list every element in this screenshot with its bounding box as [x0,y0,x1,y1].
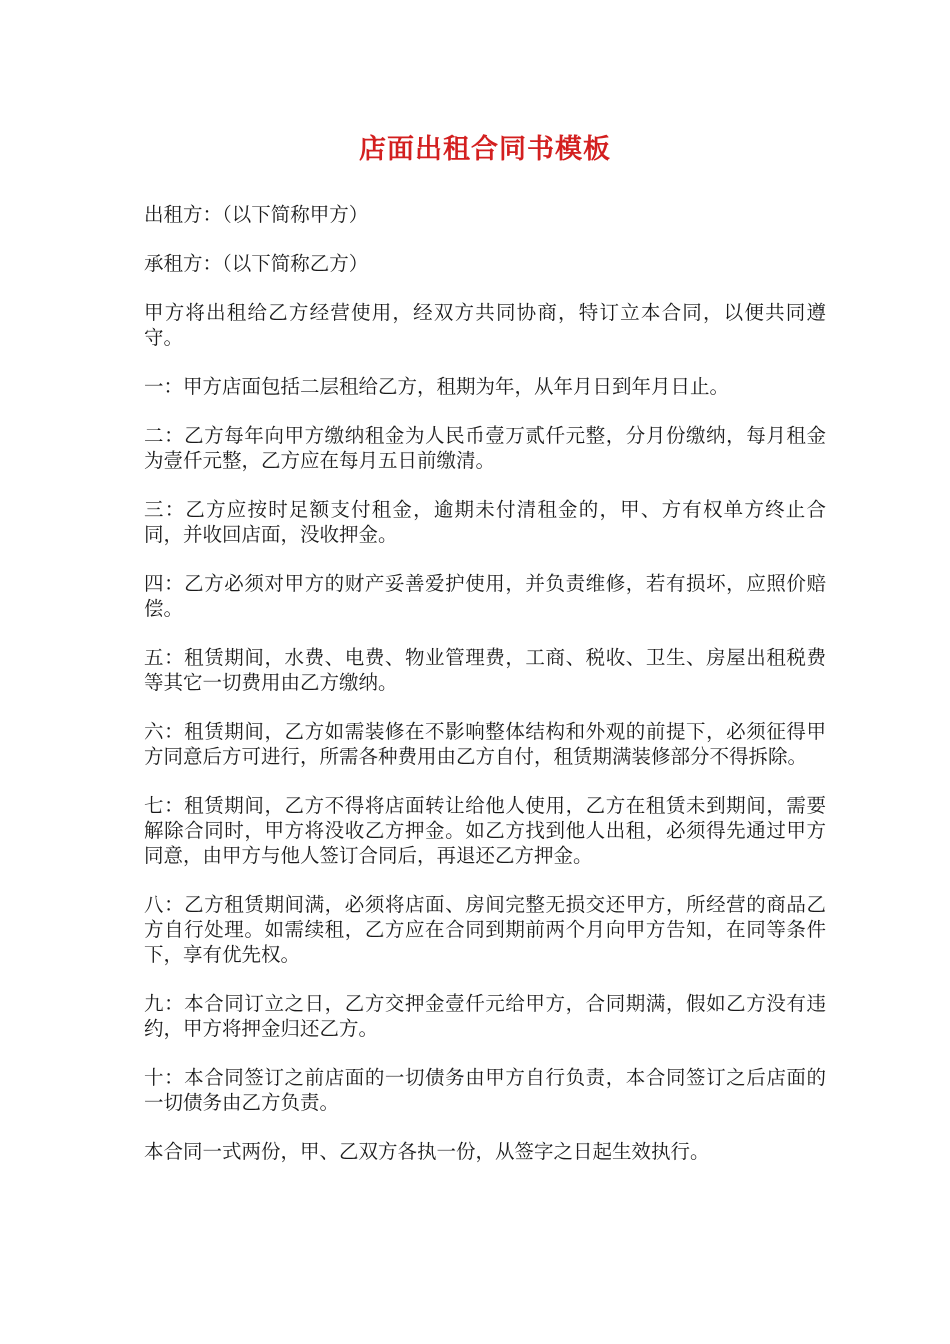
clause-2: 二：乙方每年向甲方缴纳租金为人民币壹万贰仟元整，分月份缴纳，每月租金为壹仟元整，乙方应在每月五日前缴清。 [144,424,826,472]
clause-7: 七：租赁期间，乙方不得将店面转让给他人使用，乙方在租赁未到期间，需要解除合同时，甲方将没收乙方押金。如乙方找到他人出租，必须得先通过甲方同意，由甲方与他人签订合同后，再退还乙方押金。 [144,794,826,867]
clause-8: 八：乙方租赁期间满，必须将店面、房间完整无损交还甲方，所经营的商品乙方自行处理。如需续租，乙方应在合同到期前两个月向甲方告知，在同等条件下，享有优先权。 [144,893,826,966]
clause-5: 五：租赁期间，水费、电费、物业管理费，工商、税收、卫生、房屋出租税费等其它一切费用由乙方缴纳。 [144,646,826,694]
clause-10: 十：本合同签订之前店面的一切债务由甲方自行负责，本合同签订之后店面的一切债务由乙方负责。 [144,1066,826,1114]
clause-6: 六：租赁期间，乙方如需装修在不影响整体结构和外观的前提下，必须征得甲方同意后方可进行，所需各种费用由乙方自付，租赁期满装修部分不得拆除。 [144,720,826,768]
paragraph-lessee: 承租方：（以下简称乙方） [144,252,369,275]
clause-4: 四：乙方必须对甲方的财产妥善爱护使用，并负责维修，若有损坏，应照价赔偿。 [144,572,826,620]
paragraph-closing: 本合同一式两份，甲、乙双方各执一份，从签字之日起生效执行。 [144,1140,710,1163]
document-title: 店面出租合同书模板 [359,134,611,165]
clause-1: 一：甲方店面包括二层租给乙方，租期为年，从年月日到年月日止。 [144,375,730,398]
paragraph-preamble: 甲方将出租给乙方经营使用，经双方共同协商，特订立本合同，以便共同遵守。 [144,301,826,349]
clause-9: 九：本合同订立之日，乙方交押金壹仟元给甲方，合同期满，假如乙方没有违约，甲方将押金归还乙方。 [144,992,826,1040]
paragraph-lessor: 出租方：（以下简称甲方） [144,203,369,226]
clause-3: 三：乙方应按时足额支付租金，逾期未付清租金的，甲、方有权单方终止合同，并收回店面，没收押金。 [144,498,826,546]
